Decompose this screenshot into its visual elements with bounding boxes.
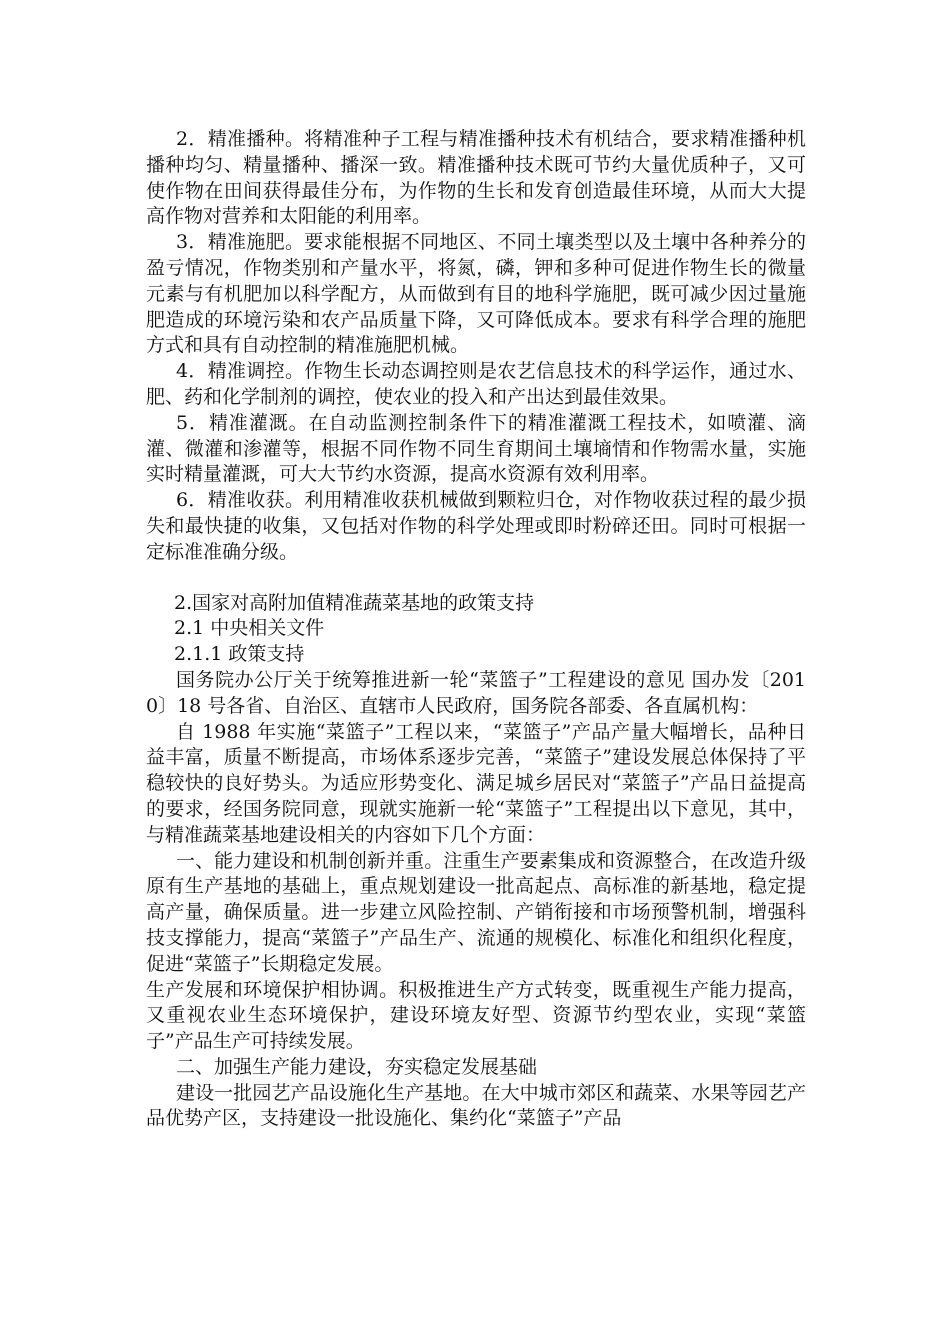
paragraph-point-two-title: 二、加强生产能力建设，夯实稳定发展基础 — [176, 1055, 538, 1078]
paragraph-precision-regulation: 4．精准调控。作物生长动态调控则是农艺信息技术的科学运作，通过水、肥、药和化学制剂的调控，使农业的投入和产出达到最佳效果。 — [146, 360, 806, 408]
subsubsection-heading: 2.1.1 政策支持 — [174, 643, 305, 666]
paragraph-point-one-continued: 生产发展和环境保护相协调。积极推进生产方式转变，既重视生产能力提高，又重视农业生态环境保护，建设环境友好型、资源节约型农业，实现“菜篮子”产品生产可持续发展。 — [146, 978, 806, 1053]
paragraph-point-two-body: 建设一批园艺产品设施化生产基地。在大中城市郊区和蔬菜、水果等园艺产品优势产区，支持建设一批设施化、集约化“菜篮子”产品 — [146, 1081, 806, 1130]
paragraph-precision-harvest: 6．精准收获。利用精准收获机械做到颗粒归仓，对作物收获过程的最少损失和最快捷的收集，又包括对作物的科学处理或即时粉碎还田。同时可根据一定标准准确分级。 — [146, 489, 806, 563]
paragraph-state-council-notice: 国务院办公厅关于统筹推进新一轮“菜篮子”工程建设的意见 国办发〔2010〕18 号各省、自治区、直辖市人民政府，国务院各部委、各直属机构： — [146, 668, 806, 717]
paragraph-precision-sowing: 2．精准播种。将精准种子工程与精准播种技术有机结合，要求精准播种机播种均匀、精量播种、播深一致。精准播种技术既可节约大量优质种子，又可使作物在田间获得最佳分布，为作物的生长和发育创造最佳环境，从而大大提高作物对营养和太阳能的利用率。 — [146, 128, 806, 228]
paragraph-point-one: 一、能力建设和机制创新并重。注重生产要素集成和资源整合，在改造升级原有生产基地的基础上，重点规划建设一批高起点、高标准的新基地，稳定提高产量，确保质量。进一步建立风险控制、产销衔接和市场预警机制，增强科技支撑能力，提高“菜篮子”产品生产、流通的规模化、标准化和组织化程度，促进“菜篮子”长期稳定发展。 — [146, 849, 806, 975]
paragraph-spacer — [146, 566, 806, 591]
document-body — [146, 127, 806, 1132]
subsection-heading: 2.1 中央相关文件 — [174, 617, 325, 640]
paragraph-precision-irrigation: 5．精准灌溉。在自动监测控制条件下的精准灌溉工程技术，如喷灌、滴灌、微灌和渗灌等，根据不同作物不同生育期间土壤墒情和作物需水量，实施实时精量灌溉，可大大节约水资源，提高水资源有效利用率。 — [146, 411, 806, 486]
paragraph-introduction: 自 1988 年实施“菜篮子”工程以来，“菜篮子”产品产量大幅增长，品种日益丰富，质量不断提高，市场体系逐步完善，“菜篮子”建设发展总体保持了平稳较快的良好势头。为适应形势变化、满足城乡居民对“菜篮子”产品日益提高的要求，经国务院同意，现就实施新一轮“菜篮子”工程提出以下意见，其中，与精准蔬菜基地建设相关的内容如下几个方面： — [146, 720, 806, 846]
section-heading: 2.国家对高附加值精准蔬菜基地的政策支持 — [174, 591, 535, 614]
paragraph-precision-fertilizing: 3．精准施肥。要求能根据不同地区、不同土壤类型以及土壤中各种养分的盈亏情况，作物类别和产量水平，将氮，磷，钾和多种可促进作物生长的微量元素与有机肥加以科学配方，从而做到有目的地科学施肥，既可减少因过量施肥造成的环境污染和农产品质量下降，又可降低成本。要求有科学合理的施肥方式和具有自动控制的精准施肥机械。 — [146, 231, 806, 357]
